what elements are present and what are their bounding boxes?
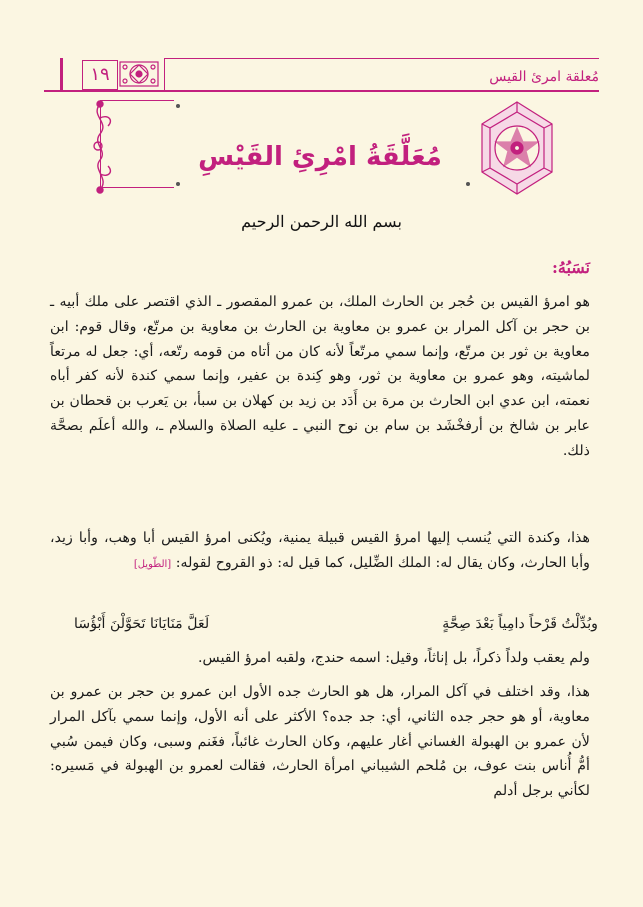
poetry-verse <box>74 616 598 640</box>
header-vertical-rule <box>164 58 165 91</box>
floral-flourish-icon <box>88 96 128 196</box>
header-top-rule <box>164 58 599 59</box>
page-number: ١٩ <box>82 60 118 90</box>
ornament-dot <box>176 104 180 108</box>
paragraph-kunya <box>50 526 590 578</box>
ornament-dot <box>466 182 470 186</box>
running-title: مُعلقة امرئ القيس <box>489 69 599 85</box>
offspring-note: ولم يعقب ولداً ذكراً، بل إناثاً، وقيل: اسمه حندج، ولقبه امرؤ القيس. <box>198 650 590 666</box>
paragraph-kunya-text: هذا، وكندة التي يُنسب إليها امرؤ القيس قبيلة يمنية، ويُكنى امرؤ القيس أبا وهب، وأبا زيد، وأبا الحارث، وكان يقال له: الملك الضِّليل، كما قيل له: ذو القروح لقوله: <box>50 530 590 571</box>
arabesque-ornament-icon <box>118 60 160 88</box>
header-side-rule <box>60 58 63 92</box>
verse-hemistich-second: لَعَلَّ مَنَايَانَا تَحَوَّلْنَ أَبْؤُسَا <box>74 616 210 632</box>
verse-hemistich-first: وبُدِّلْتُ قَرْحاً دامِياً بَعْدَ صِحَّةٍ <box>442 616 598 632</box>
ornament-dot <box>176 182 180 186</box>
geometric-medallion-icon <box>472 98 562 198</box>
meter-label: [الطّويل] <box>133 558 172 570</box>
chapter-title: مُعَلَّقَةُ امْرِئِ القَيْسِ <box>198 142 442 172</box>
header-bottom-rule <box>44 90 599 92</box>
basmala: بسم الله الرحمن الرحيم <box>241 212 402 231</box>
paragraph-akil-al-murar: هذا، وقد اختلف في آكل المرار، هل هو الحارث جده الأول ابن عمرو بن حجر بن عمرو بن معاوية، أو هو حجر جده الثاني، أي: جد جده؟ الأكثر على أنه الأول، وإنما سمي بآكل المرار لأن عمرو بن الهبولة الغساني أغار عليهم، وكان الحارث غائباً، فغَنم وسبى، وكان فيمن سُبي أمُّ أُناس بنت عوف، بن مُلحم الشيباني امرأة الحارث، فقالت لعمرو بن الهبولة في مَسيره: لكأني برجل أدلم <box>50 684 590 800</box>
paragraph-lineage: هو امرؤ القيس بن حُجر بن الحارث الملك، بن عمرو المقصور ـ الذي اقتصر على ملك أبيه ـ بن حجر بن آكل المرار بن عمرو بن معاوية بن الحارث بن معاوية بن مرتّع، وقال قوم: ابن معاوية بن ثور بن مرتّع، وإنما سمي مرتّعاً لأنه كان من أتاه من قومه رتّعه، أي: جعل له مرتعاً لماشيته، وهو عمرو بن معاوية بن ثور، وهو كِندة بن عفير، وإنما سمي كندة لأنه كفر أباه نعمته، ابن عدي ابن الحارث بن مرة بن أَدَد بن زيد بن كهلان بن سبأ، بن يَعرب بن قحطان بن عابر بن شالخ بن أرفخْشَد بن سام بن نوح النبي ـ عليه الصلاة والسلام ـ، والله أعلَم بصحَّة ذلك. <box>50 294 590 459</box>
section-heading: نَسَبُهُ: <box>551 258 590 277</box>
